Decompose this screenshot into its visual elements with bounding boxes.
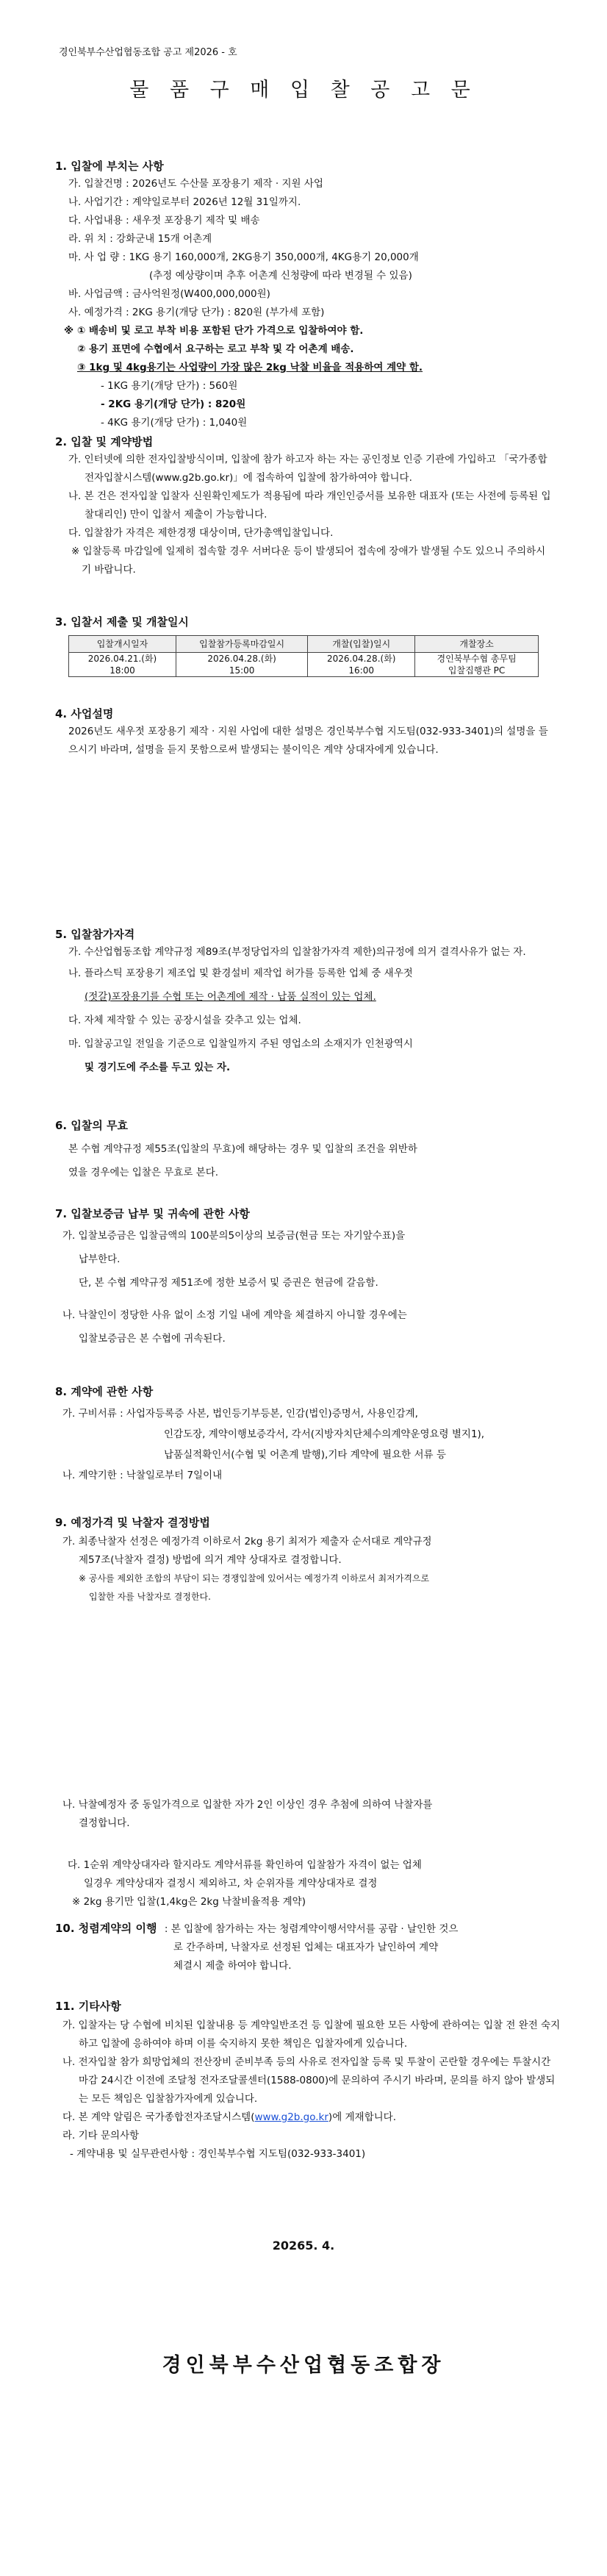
s10-line-1: : 본 입찰에 참가하는 자는 청렴계약이행서약서를 공람 · 날인한 것으 xyxy=(164,1923,459,1935)
s9-item-ga: 가. 최종낙찰자 선정은 예정가격 이하로서 2kg 용기 최저가 제출자 순서대로 계약규정 xyxy=(62,1536,432,1548)
s6-line-2: 였을 경우에는 입찰은 무효로 본다. xyxy=(68,1167,219,1178)
s1-note-3: ③ 1kg 및 4kg용기는 사업량이 가장 많은 2kg 낙찰 비율을 적용하여 계약 함. xyxy=(77,362,423,373)
s5-item-na-2: (젓갈)포장용기를 수협 또는 어촌계에 제작 · 납품 실적이 있는 업체. xyxy=(85,991,376,1003)
s9-note-2: 입찰한 자를 낙찰자로 결정한다. xyxy=(89,1592,211,1602)
s11-contact: - 계약내용 및 실무관련사항 : 경인북부수협 지도팀(032-933-3401) xyxy=(70,2148,366,2160)
s5-item-ra: 마. 입찰공고일 전일을 기준으로 입찰일까지 주된 영업소의 소재지가 인천광역시 xyxy=(68,1038,413,1050)
s8-item-ga: 가. 구비서류 : 사업자등록증 사본, 법인등기부등본, 인감(법인)증명서, 사용인감계, xyxy=(62,1408,418,1420)
schedule-table xyxy=(68,635,539,677)
s11-item-ga: 가. 입찰자는 당 수협에 비치된 입찰내용 등 계약일반조건 등 입찰에 필요한 모든 사항에 관하여는 입찰 전 완전 숙지하고 입찰에 응하여야 하며 이를 숙지하지 못한 책임은 입찰자에게 있습니다. xyxy=(62,2019,561,2050)
s1-item-sa: 사. 예정가격 : 2KG 용기(개당 단가) : 820원 (부가세 포함) xyxy=(68,307,325,318)
s7-item-ga-3: 단, 본 수협 계약규정 제51조에 정한 보증서 및 증권은 현금에 갈음함. xyxy=(79,1277,378,1289)
table-header: 개찰(입찰)일시 xyxy=(308,636,415,653)
section-11 xyxy=(55,1998,562,2164)
s5-item-ra-2: 및 경기도에 주소를 두고 있는 자. xyxy=(85,1062,231,1073)
s1-item-ba: 바. 사업금액 : 금사억원정(W400,000,000원) xyxy=(68,288,270,300)
s11-item-da: 다. 본 계약 알림은 국가종합전자조달시스템(www.g2b.go.kr)에 게재합니다. xyxy=(62,2111,397,2123)
issue-date: 20265. 4. xyxy=(272,2239,335,2253)
s10-line-2: 로 간주하며, 낙찰자로 선정된 업체는 대표자가 날인하여 계약 xyxy=(173,1942,439,1953)
section-6 xyxy=(55,1117,562,1184)
section-5-heading: 5. 입찰참가자격 xyxy=(55,928,135,941)
s6-line-1: 본 수협 계약규정 제55조(입찰의 무효)에 해당하는 경우 및 입찰의 조건을 위반하 xyxy=(68,1143,417,1155)
section-4-heading: 4. 사업설명 xyxy=(55,707,114,720)
section-2-heading: 2. 입찰 및 계약방법 xyxy=(55,435,154,448)
section-8-heading: 8. 계약에 관한 사항 xyxy=(55,1385,154,1398)
s1-item-ra: 라. 위 치 : 강화군내 15개 어촌계 xyxy=(68,233,212,245)
s11-item-ra: 라. 기타 문의사항 xyxy=(62,2130,140,2142)
s1-price-4kg: - 4KG 용기(개당 단가) : 1,040원 xyxy=(101,417,248,429)
section-5 xyxy=(55,926,562,1079)
s9-item-na-2: 결정합니다. xyxy=(79,1817,130,1829)
section-10-heading: 10. 청렴계약의 이행 xyxy=(55,1922,157,1935)
s2-item-da: 다. 입찰참가 자격은 제한경쟁 대상이며, 단가총액입찰입니다. xyxy=(68,527,334,539)
s2-item-ga: 가. 인터넷에 의한 전자입찰방식이며, 입찰에 참가 하고자 하는 자는 공인정보 인증 기관에 가입하고 「국가종합전자입찰시스템(www.g2b.go.kr)」에 접속하여 입찰에 참가하여야 합니다. xyxy=(68,454,547,484)
organization-name: 경인북부수산업협동조합장 xyxy=(162,2354,445,2377)
s9-item-da: 다. 1순위 계약상대자라 할지라도 계약서류를 확인하여 입찰참가 자격이 없는 업체 xyxy=(68,1859,422,1871)
g2b-link[interactable]: www.g2b.go.kr xyxy=(254,2111,328,2123)
s9-item-na: 나. 낙찰예정자 중 동일가격으로 입찰한 자가 2인 이상인 경우 추첨에 의하여 낙찰자를 xyxy=(62,1799,433,1811)
s7-item-ga-2: 납부한다. xyxy=(79,1253,121,1265)
s2-note: ※ 입찰등록 마감일에 일제히 접속할 경우 서버다운 등이 발생되어 접속에 장애가 발생될 수도 있으니 주의하시기 바랍니다. xyxy=(71,545,546,576)
table-cell: 2026.04.28.(화) 16:00 xyxy=(308,653,415,677)
section-1 xyxy=(55,158,570,432)
s9-note-3: ※ 2kg 용기만 입찰(1,4kg은 2kg 낙찰비율적용 계약) xyxy=(72,1896,306,1908)
table-header: 입찰참가등록마감일시 xyxy=(176,636,307,653)
s1-price-2kg: - 2KG 용기(개당 단가) : 820원 xyxy=(101,398,246,410)
section-3-heading: 3. 입찰서 제출 및 개찰일시 xyxy=(55,615,189,629)
s1-note-1: ※ ① 배송비 및 로고 부착 비용 포함된 단가 가격으로 입찰하여야 함. xyxy=(64,325,364,337)
table-cell: 2026.04.28.(화) 15:00 xyxy=(176,653,307,677)
s1-price-1kg: - 1KG 용기(개당 단가) : 560원 xyxy=(101,380,238,392)
s8-item-ga-2: 인감도장, 계약이행보증각서, 각서(지방자치단체수의계약운영요령 별지1), xyxy=(164,1428,485,1440)
section-2 xyxy=(55,434,555,579)
notice-number: 경인북부수산업협동조합 공고 제2026 - 호 xyxy=(59,47,237,58)
section-7-heading: 7. 입찰보증금 납부 및 귀속에 관한 사항 xyxy=(55,1207,250,1220)
s1-item-ma: 마. 사 업 량 : 1KG 용기 160,000개, 2KG용기 350,000개, 4KG용기 20,000개 xyxy=(68,251,419,263)
section-9-da xyxy=(68,1856,582,1911)
s1-note-2: ② 용기 표면에 수협에서 요구하는 로고 부착 및 각 어촌계 배송. xyxy=(77,343,354,355)
s5-item-ga: 가. 수산업협동조합 계약규정 제89조(부정당업자의 입찰참가자격 제한)의규정에 의거 결격사유가 없는 자. xyxy=(68,946,526,958)
section-7 xyxy=(55,1206,562,1350)
s10-line-3: 체결시 제출 하여야 합니다. xyxy=(173,1960,292,1972)
s7-item-ga: 가. 입찰보증금은 입찰금액의 100분의5이상의 보증금(현금 또는 자기앞수표)을 xyxy=(62,1230,406,1242)
s5-item-na: 나. 플라스틱 포장용기 제조업 및 환경설비 제작업 허가를 등록한 업체 중 새우젓 xyxy=(68,967,413,979)
section-8 xyxy=(55,1384,570,1486)
s1-item-na: 나. 사업기간 : 계약일로부터 2026년 12월 31일까지. xyxy=(68,196,301,208)
s4-body: 2026년도 새우젓 포장용기 제작 · 지원 사업에 대한 설명은 경인북부수협 지도팀(032-933-3401)의 설명을 들으시기 바라며, 설명을 듣지 못함으로써 발생되는 불이익은 계약 상대자에게 있습니다. xyxy=(68,726,548,756)
s11-item-na: 나. 전자입찰 참가 희망업체의 전산장비 준비부족 등의 사유로 전자입찰 등록 및 투찰이 곤란할 경우에는 투찰시간 마감 24시간 이전에 조달청 전자조달콜센터(1588-0800)에 문의하여 주시기 바라며, 문의를 하지 않아 발생되는 모든 책임은 입찰참가자에게 있습니다. xyxy=(62,2056,556,2105)
section-10 xyxy=(55,1920,577,1975)
s9-item-da-2: 일경우 계약상대자 결정시 제외하고, 차 순위자를 계약상대자로 결정 xyxy=(84,1878,378,1889)
s5-item-da: 다. 자체 제작할 수 있는 공장시설을 갖추고 있는 업체. xyxy=(68,1015,301,1026)
section-9-na xyxy=(62,1796,577,1833)
s8-item-na: 나. 계약기한 : 낙찰일로부터 7일이내 xyxy=(62,1470,223,1481)
table-cell: 경인북부수협 총무팀 입찰집행관 PC xyxy=(415,653,539,677)
page-title: 물 품 구 매 입 찰 공 고 문 xyxy=(129,79,478,101)
table-header: 입찰개시일자 xyxy=(69,636,176,653)
s7-item-na-2: 입찰보증금은 본 수협에 귀속된다. xyxy=(79,1333,226,1345)
section-9-heading: 9. 예정가격 및 낙찰자 결정방법 xyxy=(55,1516,210,1529)
section-11-heading: 11. 기타사항 xyxy=(55,2000,121,2013)
table-header: 개찰장소 xyxy=(415,636,539,653)
section-6-heading: 6. 입찰의 무효 xyxy=(55,1119,129,1132)
section-4 xyxy=(55,706,555,759)
s2-item-na: 나. 본 건은 전자입찰 입찰자 신원확인제도가 적용됨에 따라 개인인증서를 보유한 대표자 (또는 사전에 등록된 입찰대리인) 만이 입찰서 제출이 가능합니다. xyxy=(68,490,551,520)
s1-item-ga: 가. 입찰건명 : 2026년도 수산물 포장용기 제작 · 지원 사업 xyxy=(68,178,323,190)
s1-item-ma-note: (추정 예상량이며 추후 어촌계 신청량에 따라 변경될 수 있음) xyxy=(149,270,412,282)
section-3 xyxy=(55,614,555,677)
s9-note-1: ※ 공사를 제외한 조합의 부담이 되는 경쟁입찰에 있어서는 예정가격 이하로서 최저가격으로 xyxy=(79,1573,430,1584)
s8-item-ga-3: 납품실적확인서(수협 및 어촌계 발행),기타 계약에 필요한 서류 등 xyxy=(164,1449,446,1461)
s1-item-da: 다. 사업내용 : 새우젓 포장용기 제작 및 배송 xyxy=(68,215,260,226)
s9-item-ga-2: 제57조(낙찰자 결정) 방법에 의거 계약 상대자로 결정합니다. xyxy=(79,1554,342,1566)
s7-item-na: 나. 낙찰인이 정당한 사유 없이 소정 기일 내에 계약을 체결하지 아니할 경우에는 xyxy=(62,1309,407,1321)
table-cell: 2026.04.21.(화) 18:00 xyxy=(69,653,176,677)
section-1-heading: 1. 입찰에 부치는 사항 xyxy=(55,160,164,173)
section-9 xyxy=(55,1514,570,1606)
